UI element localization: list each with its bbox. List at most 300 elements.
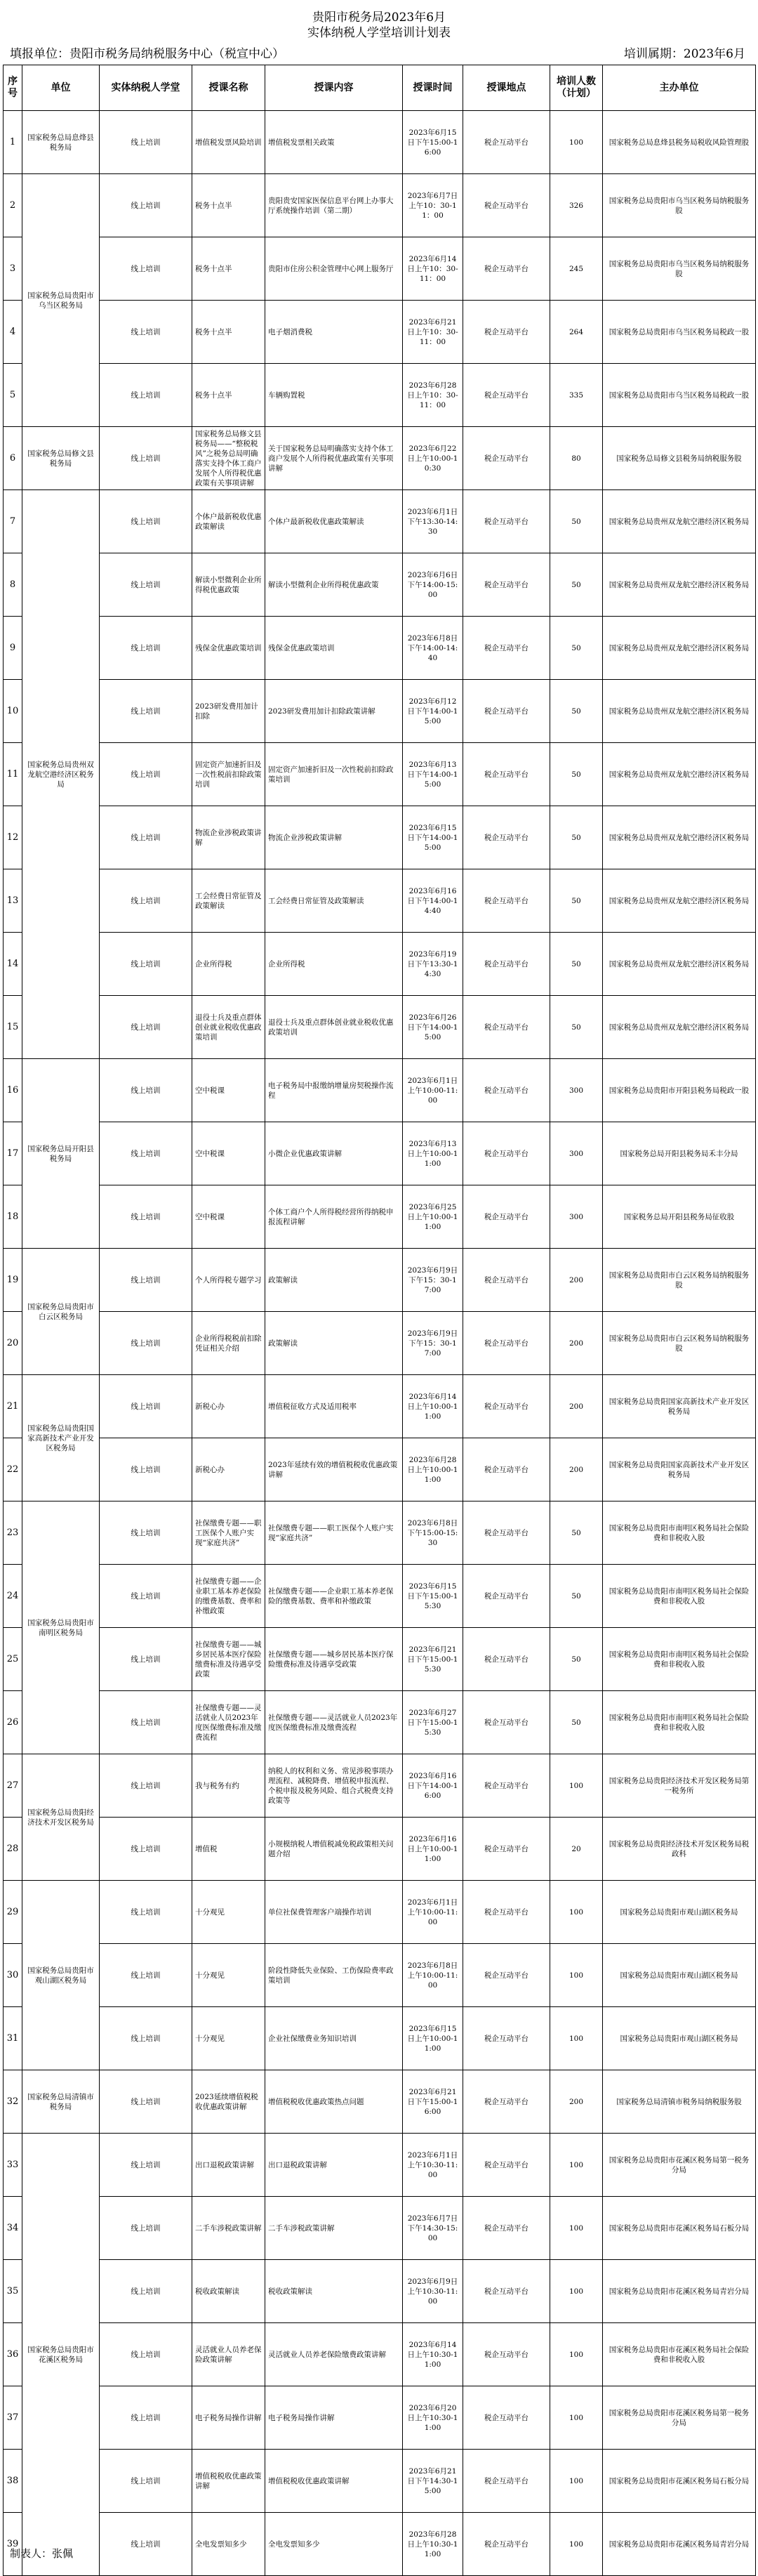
row-host: 国家税务总局清镇市税务局纳税服务股 [603, 2070, 756, 2134]
row-unit: 国家税务总局修文县税务局 [22, 427, 100, 490]
title-line-1: 贵阳市税务局2023年6月 [312, 11, 446, 25]
row-host: 国家税务总局贵阳市开阳县税务局税政一股 [603, 1059, 756, 1122]
row-school: 线上培训 [100, 2323, 192, 2386]
row-time: 2023年6月19日下午13:30-14:30 [403, 933, 463, 996]
row-place: 税企互动平台 [463, 427, 550, 490]
row-topic: 税收政策解读 [192, 2260, 265, 2323]
table-row [4, 1501, 756, 1565]
row-content: 社保缴费专题——灵活就业人员2023年度医保缴费标准及缴费流程 [265, 1691, 403, 1754]
table-row [4, 1122, 756, 1185]
row-school: 线上培训 [100, 1185, 192, 1249]
row-host: 国家税务总局贵州双龙航空港经济区税务局 [603, 617, 756, 680]
row-place: 税企互动平台 [463, 2450, 550, 2513]
row-time: 2023年6月7日上午10：30-11：00 [403, 174, 463, 237]
row-topic: 解读小型微利企业所得税优惠政策 [192, 553, 265, 617]
row-place: 税企互动平台 [463, 933, 550, 996]
table-row [4, 2513, 756, 2576]
row-count: 300 [550, 1059, 603, 1122]
row-content: 2023研发费用加计扣除政策讲解 [265, 680, 403, 743]
table-row [4, 1818, 756, 1881]
row-time: 2023年6月21日下午14:30-15:00 [403, 2450, 463, 2513]
row-host: 国家税务总局贵阳市南明区税务局社会保险费和非税收入股 [603, 1501, 756, 1565]
table-row [4, 1249, 756, 1312]
row-content: 阶段性降低失业保险、工伤保险费率政策培训 [265, 1944, 403, 2007]
row-time: 2023年6月1日上午10:30-11:00 [403, 2134, 463, 2197]
row-count: 100 [550, 1881, 603, 1944]
row-content: 2023年延续有效的增值税税收优惠政策讲解 [265, 1438, 403, 1501]
row-seq: 37 [4, 2386, 22, 2450]
row-topic: 十分观见 [192, 2007, 265, 2070]
row-topic: 增值税税收优惠政策讲解 [192, 2450, 265, 2513]
row-content: 解读小型微利企业所得税优惠政策 [265, 553, 403, 617]
row-content: 物流企业涉税政策讲解 [265, 806, 403, 869]
row-content: 社保缴费专题——职工医保个人账户实现“家庭共济” [265, 1501, 403, 1565]
row-school: 线上培训 [100, 2197, 192, 2260]
row-host: 国家税务总局贵阳市白云区税务局纳税服务股 [603, 1312, 756, 1375]
row-topic: 全电发票知多少 [192, 2513, 265, 2576]
row-topic: 十分观见 [192, 1944, 265, 2007]
row-seq: 6 [4, 427, 22, 490]
row-place: 税企互动平台 [463, 2260, 550, 2323]
row-content: 工会经费日常征管及政策解读 [265, 869, 403, 933]
table-row [4, 680, 756, 743]
row-time: 2023年6月1日下午13:30-14:30 [403, 490, 463, 553]
row-count: 50 [550, 1565, 603, 1628]
row-host: 国家税务总局贵州双龙航空港经济区税务局 [603, 680, 756, 743]
row-school: 线上培训 [100, 1754, 192, 1818]
row-count: 50 [550, 617, 603, 680]
row-topic: 灵活就业人员养老保险政策讲解 [192, 2323, 265, 2386]
col-topic: 授课名称 [192, 65, 265, 111]
row-place: 税企互动平台 [463, 1565, 550, 1628]
row-content: 全电发票知多少 [265, 2513, 403, 2576]
row-time: 2023年6月6日下午14:00-15:00 [403, 553, 463, 617]
training-period: 培训属期：2023年6月 [623, 47, 745, 61]
row-time: 2023年6月16日下午14:00-14:40 [403, 869, 463, 933]
table-row [4, 1438, 756, 1501]
row-seq: 39 [4, 2513, 22, 2576]
row-count: 50 [550, 933, 603, 996]
row-time: 2023年6月1日上午10:00-11:00 [403, 1059, 463, 1122]
table-row [4, 1312, 756, 1375]
row-host: 国家税务总局开阳县税务局征收股 [603, 1185, 756, 1249]
row-count: 200 [550, 1249, 603, 1312]
row-topic: 空中税课 [192, 1122, 265, 1185]
row-topic: 我与税务有约 [192, 1754, 265, 1818]
table-row [4, 933, 756, 996]
row-unit: 国家税务总局息烽县税务局 [22, 111, 100, 174]
title-line-2: 实体纳税人学堂培训计划表 [307, 26, 451, 40]
row-seq: 35 [4, 2260, 22, 2323]
row-host: 国家税务总局修文县税务局纳税服务股 [603, 427, 756, 490]
row-count: 50 [550, 1628, 603, 1691]
row-seq: 34 [4, 2197, 22, 2260]
row-topic: 物流企业涉税政策讲解 [192, 806, 265, 869]
row-content: 固定资产加速折旧及一次性税前扣除政策培训 [265, 743, 403, 806]
row-seq: 17 [4, 1122, 22, 1185]
row-seq: 33 [4, 2134, 22, 2197]
row-school: 线上培训 [100, 490, 192, 553]
row-count: 335 [550, 364, 603, 427]
row-unit: 国家税务总局贵阳市乌当区税务局 [22, 174, 100, 427]
row-seq: 19 [4, 1249, 22, 1312]
row-host: 国家税务总局开阳县税务局禾丰分局 [603, 1122, 756, 1185]
row-content: 退役士兵及重点群体创业就业税收优惠政策培训 [265, 996, 403, 1059]
row-place: 税企互动平台 [463, 2323, 550, 2386]
row-host: 国家税务总局贵阳市南明区税务局社会保险费和非税收入股 [603, 1565, 756, 1628]
row-time: 2023年6月15日下午15:00-16:00 [403, 111, 463, 174]
row-content: 增值税税收优惠政策热点问题 [265, 2070, 403, 2134]
table-row [4, 553, 756, 617]
table-row [4, 806, 756, 869]
table-row [4, 1881, 756, 1944]
row-place: 税企互动平台 [463, 237, 550, 301]
row-content: 增值税发票相关政策 [265, 111, 403, 174]
row-host: 国家税务总局贵州双龙航空港经济区税务局 [603, 553, 756, 617]
table-row [4, 1754, 756, 1818]
row-topic: 出口退税政策讲解 [192, 2134, 265, 2197]
row-count: 100 [550, 111, 603, 174]
row-topic: 企业所得税 [192, 933, 265, 996]
row-count: 100 [550, 2007, 603, 2070]
row-school: 线上培训 [100, 1059, 192, 1122]
table-row [4, 2450, 756, 2513]
table-row [4, 2386, 756, 2450]
row-school: 线上培训 [100, 1122, 192, 1185]
row-content: 电子税务局中报缴纳增量房契税操作流程 [265, 1059, 403, 1122]
row-seq: 2 [4, 174, 22, 237]
row-content: 残保金优惠政策培训 [265, 617, 403, 680]
row-content: 企业社保缴费业务知识培训 [265, 2007, 403, 2070]
row-place: 税企互动平台 [463, 1122, 550, 1185]
row-host: 国家税务总局贵阳国家高新技术产业开发区税务局 [603, 1438, 756, 1501]
row-count: 245 [550, 237, 603, 301]
row-topic: 空中税课 [192, 1185, 265, 1249]
row-count: 100 [550, 2386, 603, 2450]
row-host: 国家税务总局贵阳国家高新技术产业开发区税务局 [603, 1375, 756, 1438]
row-time: 2023年6月14日上午10:00-11:00 [403, 1375, 463, 1438]
row-count: 50 [550, 680, 603, 743]
row-seq: 14 [4, 933, 22, 996]
row-content: 小微企业优惠政策讲解 [265, 1122, 403, 1185]
table-row [4, 2007, 756, 2070]
row-host: 国家税务总局贵阳市白云区税务局纳税服务股 [603, 1249, 756, 1312]
row-host: 国家税务总局贵阳经济技术开发区税务局第一税务所 [603, 1754, 756, 1818]
row-content: 社保缴费专题——城乡居民基本医疗保险缴费标准及待遇享受政策 [265, 1628, 403, 1691]
row-seq: 20 [4, 1312, 22, 1375]
row-topic: 个人所得税专题学习 [192, 1249, 265, 1312]
row-count: 100 [550, 2323, 603, 2386]
table-row [4, 111, 756, 174]
row-topic: 残保金优惠政策培训 [192, 617, 265, 680]
row-count: 50 [550, 553, 603, 617]
table-row [4, 490, 756, 553]
row-place: 税企互动平台 [463, 1754, 550, 1818]
row-place: 税企互动平台 [463, 2007, 550, 2070]
row-school: 线上培训 [100, 237, 192, 301]
row-topic: 退役士兵及重点群体创业就业税收优惠政策培训 [192, 996, 265, 1059]
row-place: 税企互动平台 [463, 490, 550, 553]
row-count: 50 [550, 490, 603, 553]
row-seq: 4 [4, 301, 22, 364]
row-school: 线上培训 [100, 806, 192, 869]
row-content: 出口退税政策讲解 [265, 2134, 403, 2197]
row-content: 政策解读 [265, 1249, 403, 1312]
row-seq: 38 [4, 2450, 22, 2513]
row-host: 国家税务总局贵阳市花溪区税务局第一税务分局 [603, 2134, 756, 2197]
row-topic: 2023研发费用加计扣除 [192, 680, 265, 743]
row-time: 2023年6月8日下午15:00-15:30 [403, 1501, 463, 1565]
row-seq: 32 [4, 2070, 22, 2134]
row-unit: 国家税务总局贵州双龙航空港经济区税务局 [22, 490, 100, 1059]
row-host: 国家税务总局贵州双龙航空港经济区税务局 [603, 996, 756, 1059]
row-place: 税企互动平台 [463, 2134, 550, 2197]
row-host: 国家税务总局贵阳市观山湖区税务局 [603, 1944, 756, 2007]
row-topic: 二手车涉税政策讲解 [192, 2197, 265, 2260]
row-host: 国家税务总局贵阳经济技术开发区税务局税政科 [603, 1818, 756, 1881]
row-seq: 28 [4, 1818, 22, 1881]
row-host: 国家税务总局贵阳市花溪区税务局青岩分局 [603, 2260, 756, 2323]
row-place: 税企互动平台 [463, 743, 550, 806]
table-row [4, 869, 756, 933]
row-place: 税企互动平台 [463, 1059, 550, 1122]
row-time: 2023年6月20日上午10:30-11:00 [403, 2386, 463, 2450]
row-seq: 7 [4, 490, 22, 553]
row-time: 2023年6月13日上午10:00-11:00 [403, 1122, 463, 1185]
row-content: 社保缴费专题——企业职工基本养老保险的缴费基数、费率和补缴政策 [265, 1565, 403, 1628]
row-topic: 税务十点半 [192, 174, 265, 237]
row-school: 线上培训 [100, 1249, 192, 1312]
row-time: 2023年6月13日下午14:00-15:00 [403, 743, 463, 806]
row-seq: 18 [4, 1185, 22, 1249]
row-school: 线上培训 [100, 743, 192, 806]
row-place: 税企互动平台 [463, 1438, 550, 1501]
row-time: 2023年6月15日下午15:00-15:30 [403, 1565, 463, 1628]
row-topic: 增值税发票风险培训 [192, 111, 265, 174]
row-host: 国家税务总局贵州双龙航空港经济区税务局 [603, 869, 756, 933]
row-school: 线上培训 [100, 2070, 192, 2134]
row-school: 线上培训 [100, 2450, 192, 2513]
row-place: 税企互动平台 [463, 1312, 550, 1375]
table-row [4, 237, 756, 301]
row-school: 线上培训 [100, 996, 192, 1059]
row-school: 线上培训 [100, 1312, 192, 1375]
row-time: 2023年6月22日上午10:00-10:30 [403, 427, 463, 490]
row-seq: 26 [4, 1691, 22, 1754]
row-content: 增值税征收方式及适用税率 [265, 1375, 403, 1438]
row-school: 线上培训 [100, 2386, 192, 2450]
row-school: 线上培训 [100, 869, 192, 933]
row-time: 2023年6月9日下午15：30-17:00 [403, 1249, 463, 1312]
row-place: 税企互动平台 [463, 1375, 550, 1438]
row-content: 政策解读 [265, 1312, 403, 1375]
document-title [0, 10, 758, 41]
row-place: 税企互动平台 [463, 1881, 550, 1944]
row-time: 2023年6月21日上午10：30-11：00 [403, 301, 463, 364]
row-seq: 29 [4, 1881, 22, 1944]
table-row [4, 1185, 756, 1249]
row-topic: 社保缴费专题——城乡居民基本医疗保险缴费标准及待遇享受政策 [192, 1628, 265, 1691]
row-school: 线上培训 [100, 1375, 192, 1438]
row-host: 国家税务总局贵阳市乌当区税务局税政一股 [603, 301, 756, 364]
col-time: 授课时间 [403, 65, 463, 111]
row-topic: 税务十点半 [192, 237, 265, 301]
row-count: 326 [550, 174, 603, 237]
row-place: 税企互动平台 [463, 996, 550, 1059]
table-row [4, 2134, 756, 2197]
row-place: 税企互动平台 [463, 1185, 550, 1249]
table-row [4, 1375, 756, 1438]
row-time: 2023年6月7日下午14:30-15:00 [403, 2197, 463, 2260]
table-row [4, 301, 756, 364]
row-count: 100 [550, 1944, 603, 2007]
table-row [4, 1944, 756, 2007]
row-topic: 十分观见 [192, 1881, 265, 1944]
table-row [4, 743, 756, 806]
row-topic: 社保缴费专题——灵活就业人员2023年度医保缴费标准及缴费流程 [192, 1691, 265, 1754]
row-school: 线上培训 [100, 2513, 192, 2576]
row-seq: 3 [4, 237, 22, 301]
table-row [4, 174, 756, 237]
row-seq: 23 [4, 1501, 22, 1565]
row-topic: 2023延续增值税税收优惠政策讲解 [192, 2070, 265, 2134]
row-count: 80 [550, 427, 603, 490]
row-school: 线上培训 [100, 2134, 192, 2197]
row-count: 100 [550, 2260, 603, 2323]
row-time: 2023年6月28日上午10:00-11:00 [403, 1438, 463, 1501]
row-school: 线上培训 [100, 1438, 192, 1501]
row-count: 264 [550, 301, 603, 364]
meta-row [0, 44, 758, 60]
row-school: 线上培训 [100, 1818, 192, 1881]
row-school: 线上培训 [100, 1501, 192, 1565]
row-topic: 个体户最新税收优惠政策解读 [192, 490, 265, 553]
table-row [4, 2323, 756, 2386]
row-host: 国家税务总局息烽县税务局税收风险管理股 [603, 111, 756, 174]
row-place: 税企互动平台 [463, 2070, 550, 2134]
row-topic: 增值税 [192, 1818, 265, 1881]
col-unit: 单位 [22, 65, 100, 111]
row-seq: 12 [4, 806, 22, 869]
row-place: 税企互动平台 [463, 111, 550, 174]
table-maker: 制表人：张佩 [10, 2547, 74, 2560]
row-host: 国家税务总局贵州双龙航空港经济区税务局 [603, 490, 756, 553]
row-content: 贵阳贵安国家医保信息平台网上办事大厅系统操作培训（第二期） [265, 174, 403, 237]
row-seq: 31 [4, 2007, 22, 2070]
row-count: 300 [550, 1122, 603, 1185]
row-host: 国家税务总局贵阳市花溪区税务局石板分局 [603, 2197, 756, 2260]
row-unit: 国家税务总局清镇市税务局 [22, 2070, 100, 2134]
row-place: 税企互动平台 [463, 1501, 550, 1565]
row-host: 国家税务总局贵阳市乌当区税务局税政一股 [603, 364, 756, 427]
col-school: 实体纳税人学堂 [100, 65, 192, 111]
row-seq: 11 [4, 743, 22, 806]
row-place: 税企互动平台 [463, 1249, 550, 1312]
row-seq: 36 [4, 2323, 22, 2386]
col-place: 授课地点 [463, 65, 550, 111]
row-host: 国家税务总局贵阳市乌当区税务局纳税服务股 [603, 237, 756, 301]
row-host: 国家税务总局贵阳市观山湖区税务局 [603, 1881, 756, 1944]
row-host: 国家税务总局贵州双龙航空港经济区税务局 [603, 806, 756, 869]
row-school: 线上培训 [100, 174, 192, 237]
row-topic: 企业所得税税前扣除凭证相关介绍 [192, 1312, 265, 1375]
row-place: 税企互动平台 [463, 1944, 550, 2007]
row-content: 二手车涉税政策讲解 [265, 2197, 403, 2260]
row-school: 线上培训 [100, 111, 192, 174]
row-time: 2023年6月15日上午10:00-11:00 [403, 2007, 463, 2070]
row-topic: 工会经费日常征管及政策解读 [192, 869, 265, 933]
row-topic: 新税心办 [192, 1438, 265, 1501]
table-row [4, 1565, 756, 1628]
col-count: 培训人数（计划） [550, 65, 603, 111]
row-content: 个体户最新税收优惠政策解读 [265, 490, 403, 553]
row-count: 100 [550, 2450, 603, 2513]
row-count: 100 [550, 2513, 603, 2576]
row-school: 线上培训 [100, 1881, 192, 1944]
table-row [4, 1059, 756, 1122]
row-content: 贵阳市住房公积金管理中心网上服务厅 [265, 237, 403, 301]
row-count: 200 [550, 1375, 603, 1438]
row-seq: 24 [4, 1565, 22, 1628]
row-seq: 10 [4, 680, 22, 743]
row-count: 200 [550, 2070, 603, 2134]
row-topic: 社保缴费专题——企业职工基本养老保险的缴费基数、费率和补缴政策 [192, 1565, 265, 1628]
row-topic: 空中税课 [192, 1059, 265, 1122]
row-place: 税企互动平台 [463, 2386, 550, 2450]
table-row [4, 1628, 756, 1691]
row-seq: 16 [4, 1059, 22, 1122]
row-place: 税企互动平台 [463, 617, 550, 680]
row-time: 2023年6月15日下午14:00-15:00 [403, 806, 463, 869]
row-school: 线上培训 [100, 1628, 192, 1691]
row-place: 税企互动平台 [463, 1818, 550, 1881]
row-time: 2023年6月14日上午10:30-11:00 [403, 2323, 463, 2386]
row-topic: 社保缴费专题——职工医保个人账户实现“家庭共济” [192, 1501, 265, 1565]
row-time: 2023年6月1日上午10:00-11:00 [403, 1881, 463, 1944]
row-time: 2023年6月8日下午14:00-14:40 [403, 617, 463, 680]
row-time: 2023年6月21日下午15:00-15:30 [403, 1628, 463, 1691]
table-row [4, 617, 756, 680]
row-topic: 新税心办 [192, 1375, 265, 1438]
row-place: 税企互动平台 [463, 364, 550, 427]
col-host: 主办单位 [603, 65, 756, 111]
row-content: 关于国家税务总局明确落实支持个体工商户发展个人所得税优惠政策有关事项讲解 [265, 427, 403, 490]
row-topic: 国家税务总局修文县税务局——“整税税风”之税务总局明确落实支持个体工商户发展个人所得税优惠政策有关事项讲解 [192, 427, 265, 490]
row-seq: 1 [4, 111, 22, 174]
row-host: 国家税务总局贵阳市花溪区税务局社会保险费和非税收入股 [603, 2323, 756, 2386]
row-host: 国家税务总局贵阳市花溪区税务局石板分局 [603, 2450, 756, 2513]
table-row [4, 427, 756, 490]
row-place: 税企互动平台 [463, 680, 550, 743]
row-seq: 8 [4, 553, 22, 617]
table-row [4, 364, 756, 427]
row-place: 税企互动平台 [463, 553, 550, 617]
row-unit: 国家税务总局贵阳市观山湖区税务局 [22, 1881, 100, 2070]
row-unit: 国家税务总局贵阳市南明区税务局 [22, 1501, 100, 1754]
row-seq: 5 [4, 364, 22, 427]
row-topic: 电子税务局操作讲解 [192, 2386, 265, 2450]
row-count: 100 [550, 2134, 603, 2197]
row-time: 2023年6月27日下午15:00-15:30 [403, 1691, 463, 1754]
row-school: 线上培训 [100, 301, 192, 364]
row-seq: 27 [4, 1754, 22, 1818]
row-seq: 22 [4, 1438, 22, 1501]
filler-unit: 填报单位：贵阳市税务局纳税服务中心（税宣中心） [10, 47, 284, 61]
row-content: 个体工商户个人所得税经营所得纳税申报流程讲解 [265, 1185, 403, 1249]
row-time: 2023年6月25日上午10:00-11:00 [403, 1185, 463, 1249]
row-content: 电子税务局操作讲解 [265, 2386, 403, 2450]
row-host: 国家税务总局贵阳市观山湖区税务局 [603, 2007, 756, 2070]
